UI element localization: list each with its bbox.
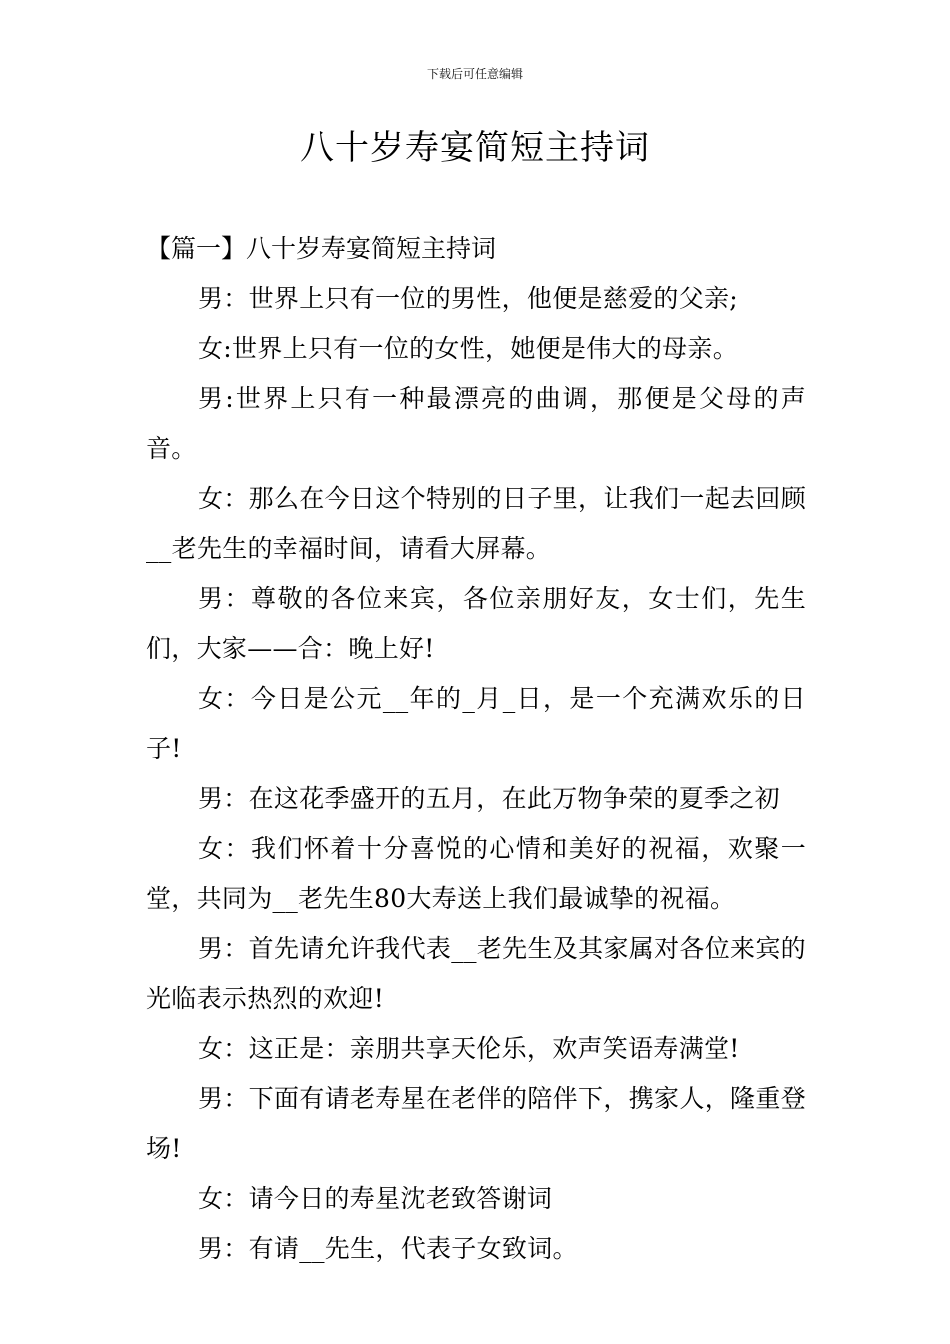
document-body [146, 224, 806, 1274]
document-title: 八十岁寿宴简短主持词 [300, 128, 650, 168]
dialogue-paragraph: 女：这正是：亲朋共享天伦乐，欢声笑语寿满堂! [198, 1034, 740, 1063]
dialogue-paragraph: 男：在这花季盛开的五月，在此万物争荣的夏季之初 [198, 784, 780, 813]
dialogue-paragraph: 女:世界上只有一位的女性，她便是伟大的母亲。 [198, 334, 739, 363]
header-note: 下载后可任意编辑 [426, 67, 523, 81]
section-heading: 【篇一】八十岁寿宴简短主持词 [146, 234, 497, 263]
dialogue-paragraph: 男：尊敬的各位来宾，各位亲朋好友，女士们，先生们，大家——合：晚上好! [146, 584, 806, 663]
dialogue-paragraph: 女：我们怀着十分喜悦的心情和美好的祝福，欢聚一堂，共同为__老先生80大寿送上我们最诚挚的祝福。 [146, 834, 806, 913]
dialogue-paragraph: 男:世界上只有一种最漂亮的曲调，那便是父母的声音。 [146, 384, 806, 463]
dialogue-paragraph: 男：下面有请老寿星在老伴的陪伴下，携家人，隆重登场! [146, 1084, 806, 1163]
dialogue-paragraph: 女：那么在今日这个特别的日子里，让我们一起去回顾__老先生的幸福时间，请看大屏幕。 [146, 484, 806, 563]
dialogue-paragraph: 女：请今日的寿星沈老致答谢词 [198, 1184, 553, 1213]
dialogue-paragraph: 男：世界上只有一位的男性，他便是慈爱的父亲; [198, 284, 739, 313]
dialogue-paragraph: 男：有请__先生，代表子女致词。 [198, 1234, 578, 1263]
dialogue-paragraph: 女：今日是公元__年的_月_日，是一个充满欢乐的日子! [146, 684, 806, 763]
dialogue-paragraph: 男：首先请允许我代表__老先生及其家属对各位来宾的光临表示热烈的欢迎! [146, 934, 806, 1013]
